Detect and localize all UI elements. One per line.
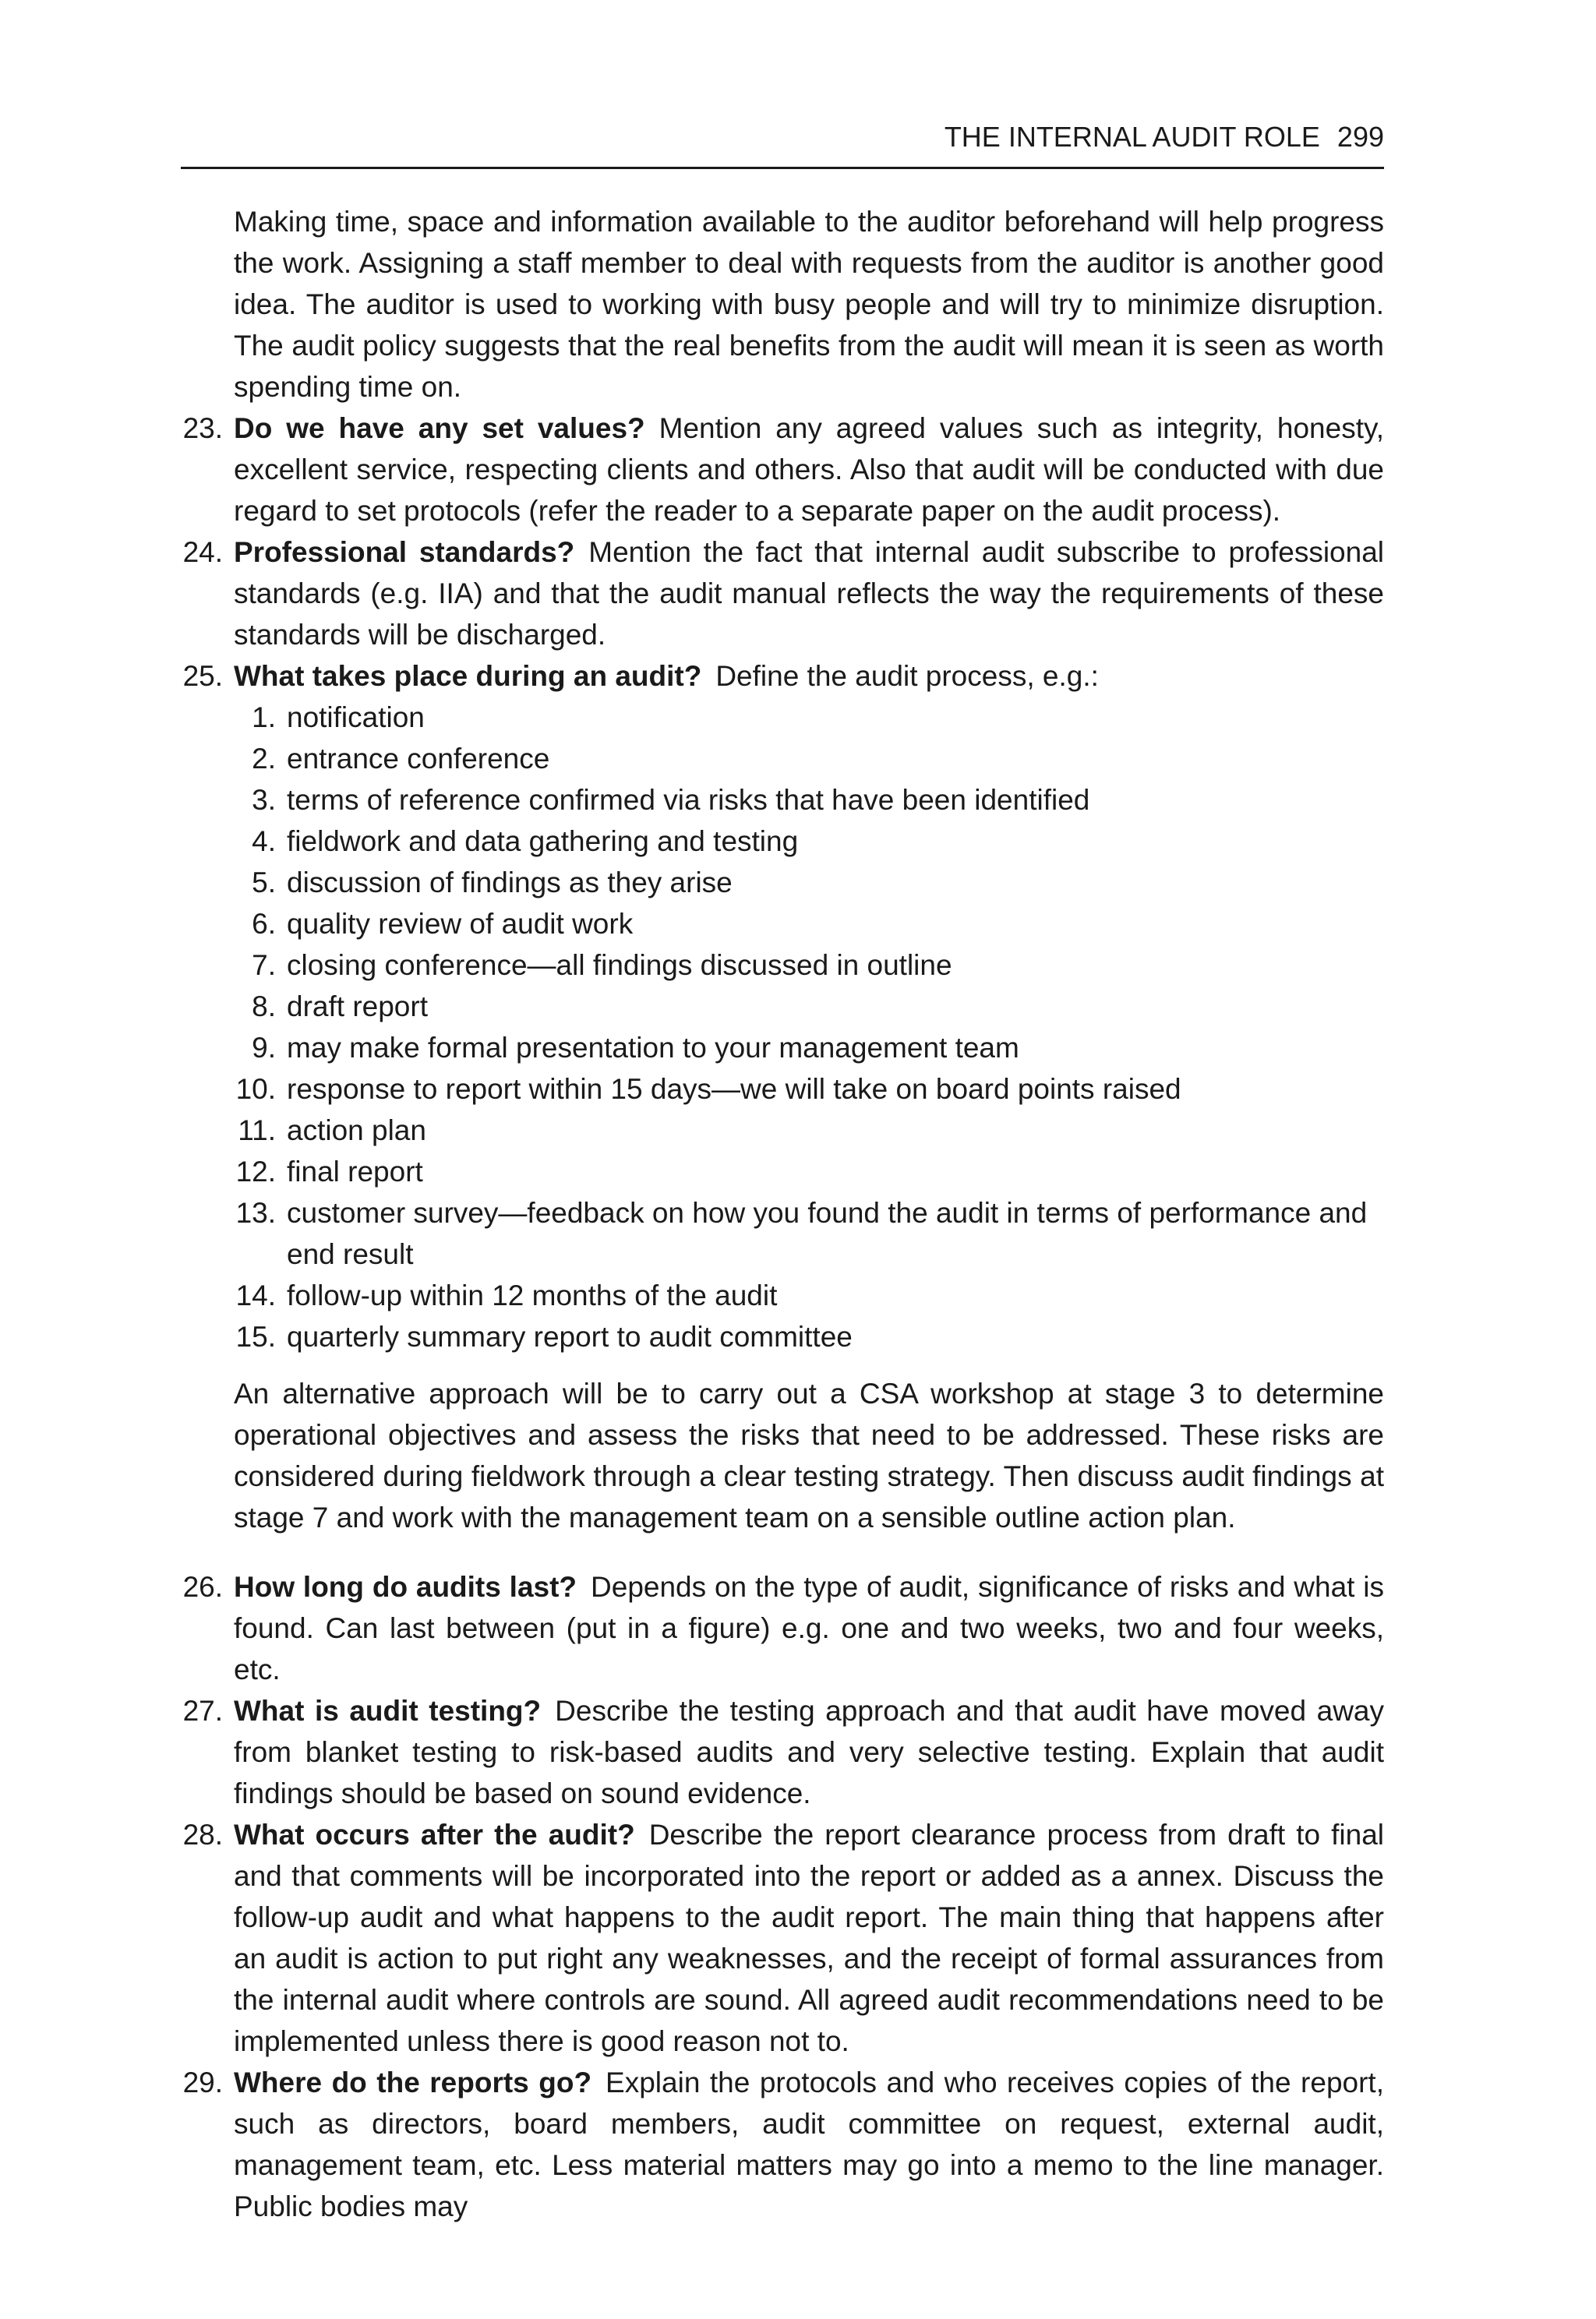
audit-step xyxy=(181,1151,1384,1192)
item-question: What is audit testing? xyxy=(234,1695,542,1727)
step-text: fieldwork and data gathering and testing xyxy=(287,825,799,857)
audit-step xyxy=(181,779,1384,821)
audit-step xyxy=(181,986,1384,1027)
step-number: 6. xyxy=(252,908,276,940)
step-text: action plan xyxy=(287,1114,426,1146)
header-rule xyxy=(181,167,1384,169)
step-number: 10. xyxy=(235,1073,276,1105)
step-number: 8. xyxy=(252,990,276,1022)
step-number: 14. xyxy=(235,1280,276,1311)
item-number: 28. xyxy=(182,1819,223,1851)
step-text: notification xyxy=(287,701,425,733)
list-item xyxy=(181,655,1384,697)
item-number: 23. xyxy=(182,412,223,444)
item-question: How long do audits last? xyxy=(234,1571,577,1603)
audit-step xyxy=(181,903,1384,944)
item-question: Do we have any set values? xyxy=(234,412,645,444)
running-header xyxy=(181,118,1384,156)
list-item xyxy=(181,1814,1384,2062)
step-text: entrance conference xyxy=(287,743,550,775)
item-text: Mention any agreed values such as integrity, honesty, excellent service, respecting clients and others. Also that audit will be conducted with due regard to set protocols (refer the reader to a separate paper on the audit process). xyxy=(234,412,1385,527)
running-title: THE INTERNAL AUDIT ROLE xyxy=(944,121,1320,153)
audit-step xyxy=(181,1192,1384,1275)
step-number: 4. xyxy=(252,825,276,857)
list-item xyxy=(181,2062,1384,2227)
step-number: 13. xyxy=(235,1197,276,1229)
step-text: final report xyxy=(287,1156,423,1188)
spacer xyxy=(181,1538,1384,1566)
numbered-list-part-2 xyxy=(181,1566,1384,2227)
step-text: terms of reference confirmed via risks that have been identified xyxy=(287,784,1090,816)
page-body xyxy=(181,201,1384,2227)
item-number: 26. xyxy=(182,1571,223,1603)
page-number: 299 xyxy=(1336,121,1384,153)
audit-step xyxy=(181,862,1384,903)
list-item xyxy=(181,531,1384,655)
spacer xyxy=(181,1357,1384,1373)
step-text: follow-up within 12 months of the audit xyxy=(287,1280,778,1311)
list-item xyxy=(181,408,1384,531)
step-text: draft report xyxy=(287,990,428,1022)
step-text: may make formal presentation to your management team xyxy=(287,1032,1019,1064)
step-text: quality review of audit work xyxy=(287,908,634,940)
audit-step xyxy=(181,697,1384,738)
item-question: What takes place during an audit? xyxy=(234,660,702,692)
audit-step xyxy=(181,1110,1384,1151)
audit-step xyxy=(181,1275,1384,1316)
step-number: 5. xyxy=(252,867,276,898)
item-text: Describe the testing approach and that audit have moved away from blanket testing to risk-based audits and very selective testing. Explain that audit findings should be based on sound evidence. xyxy=(234,1695,1384,1809)
list-item xyxy=(181,1566,1384,1690)
step-text: response to report within 15 days—we will take on board points raised xyxy=(287,1073,1181,1105)
audit-step xyxy=(181,1068,1384,1110)
step-number: 2. xyxy=(252,743,276,775)
item-question: What occurs after the audit? xyxy=(234,1819,635,1851)
item-text: Describe the report clearance process from draft to final and that comments will be incorporated into the report or added as a annex. Discuss the follow-up audit and what happens to the audit report. The main thing that happens after an audit is action to put right any weaknesses, and the receipt of formal assurances from the internal audit where controls are sound. All agreed audit recommendations need to be implemented unless there is good reason not to. xyxy=(234,1819,1385,2057)
step-number: 1. xyxy=(252,701,276,733)
step-number: 3. xyxy=(252,784,276,816)
audit-step xyxy=(181,944,1384,986)
item-question: Professional standards? xyxy=(234,536,575,568)
item-text: Explain the protocols and who receives copies of the report, such as directors, board members, audit committee on request, external audit, management team, etc. Less material matters may go into a memo to the line manager. Public bodies may xyxy=(234,2067,1384,2222)
audit-step xyxy=(181,738,1384,779)
step-text: customer survey—feedback on how you found the audit in terms of performance and end result xyxy=(287,1197,1368,1270)
step-number: 11. xyxy=(238,1114,276,1146)
step-number: 9. xyxy=(252,1032,276,1064)
audit-step xyxy=(181,1027,1384,1068)
list-item xyxy=(181,1690,1384,1814)
item-number: 29. xyxy=(182,2067,223,2098)
numbered-list-part-1 xyxy=(181,408,1384,697)
step-number: 12. xyxy=(235,1156,276,1188)
item-text: Depends on the type of audit, significance of risks and what is found. Can last between (put in a figure) e.g. one and two weeks, two and four weeks, etc. xyxy=(234,1571,1384,1685)
step-text: discussion of findings as they arise xyxy=(287,867,733,898)
step-number: 15. xyxy=(235,1321,276,1353)
item-text: Mention the fact that internal audit subscribe to professional standards (e.g. IIA) and that the audit manual reflects the way the requirements of these standards will be discharged. xyxy=(234,536,1384,651)
step-number: 7. xyxy=(252,949,276,981)
audit-step xyxy=(181,821,1384,862)
audit-step xyxy=(181,1316,1384,1357)
item-number: 25. xyxy=(182,660,223,692)
step-text: closing conference—all findings discussed in outline xyxy=(287,949,952,981)
step-text: quarterly summary report to audit committee xyxy=(287,1321,853,1353)
item-number: 27. xyxy=(182,1695,223,1727)
audit-process-steps xyxy=(181,697,1384,1357)
intro-paragraph: Making time, space and information available to the auditor beforehand will help progress the work. Assigning a staff member to deal with requests from the auditor is another good idea. The auditor is used to working with busy people and will try to minimize disruption. The audit policy suggests that the real benefits from the audit will mean it is seen as worth spending time on. xyxy=(234,206,1384,403)
item-text: Define the audit process, e.g.: xyxy=(715,660,1099,692)
item-question: Where do the reports go? xyxy=(234,2067,592,2098)
alternative-approach-paragraph: An alternative approach will be to carry out a CSA workshop at stage 3 to determine operational objectives and assess the risks that need to be addressed. These risks are considered during fieldwork through a clear testing strategy. Then discuss audit findings at stage 7 and work with the management team on a sensible outline action plan. xyxy=(234,1378,1384,1534)
item-number: 24. xyxy=(182,536,223,568)
